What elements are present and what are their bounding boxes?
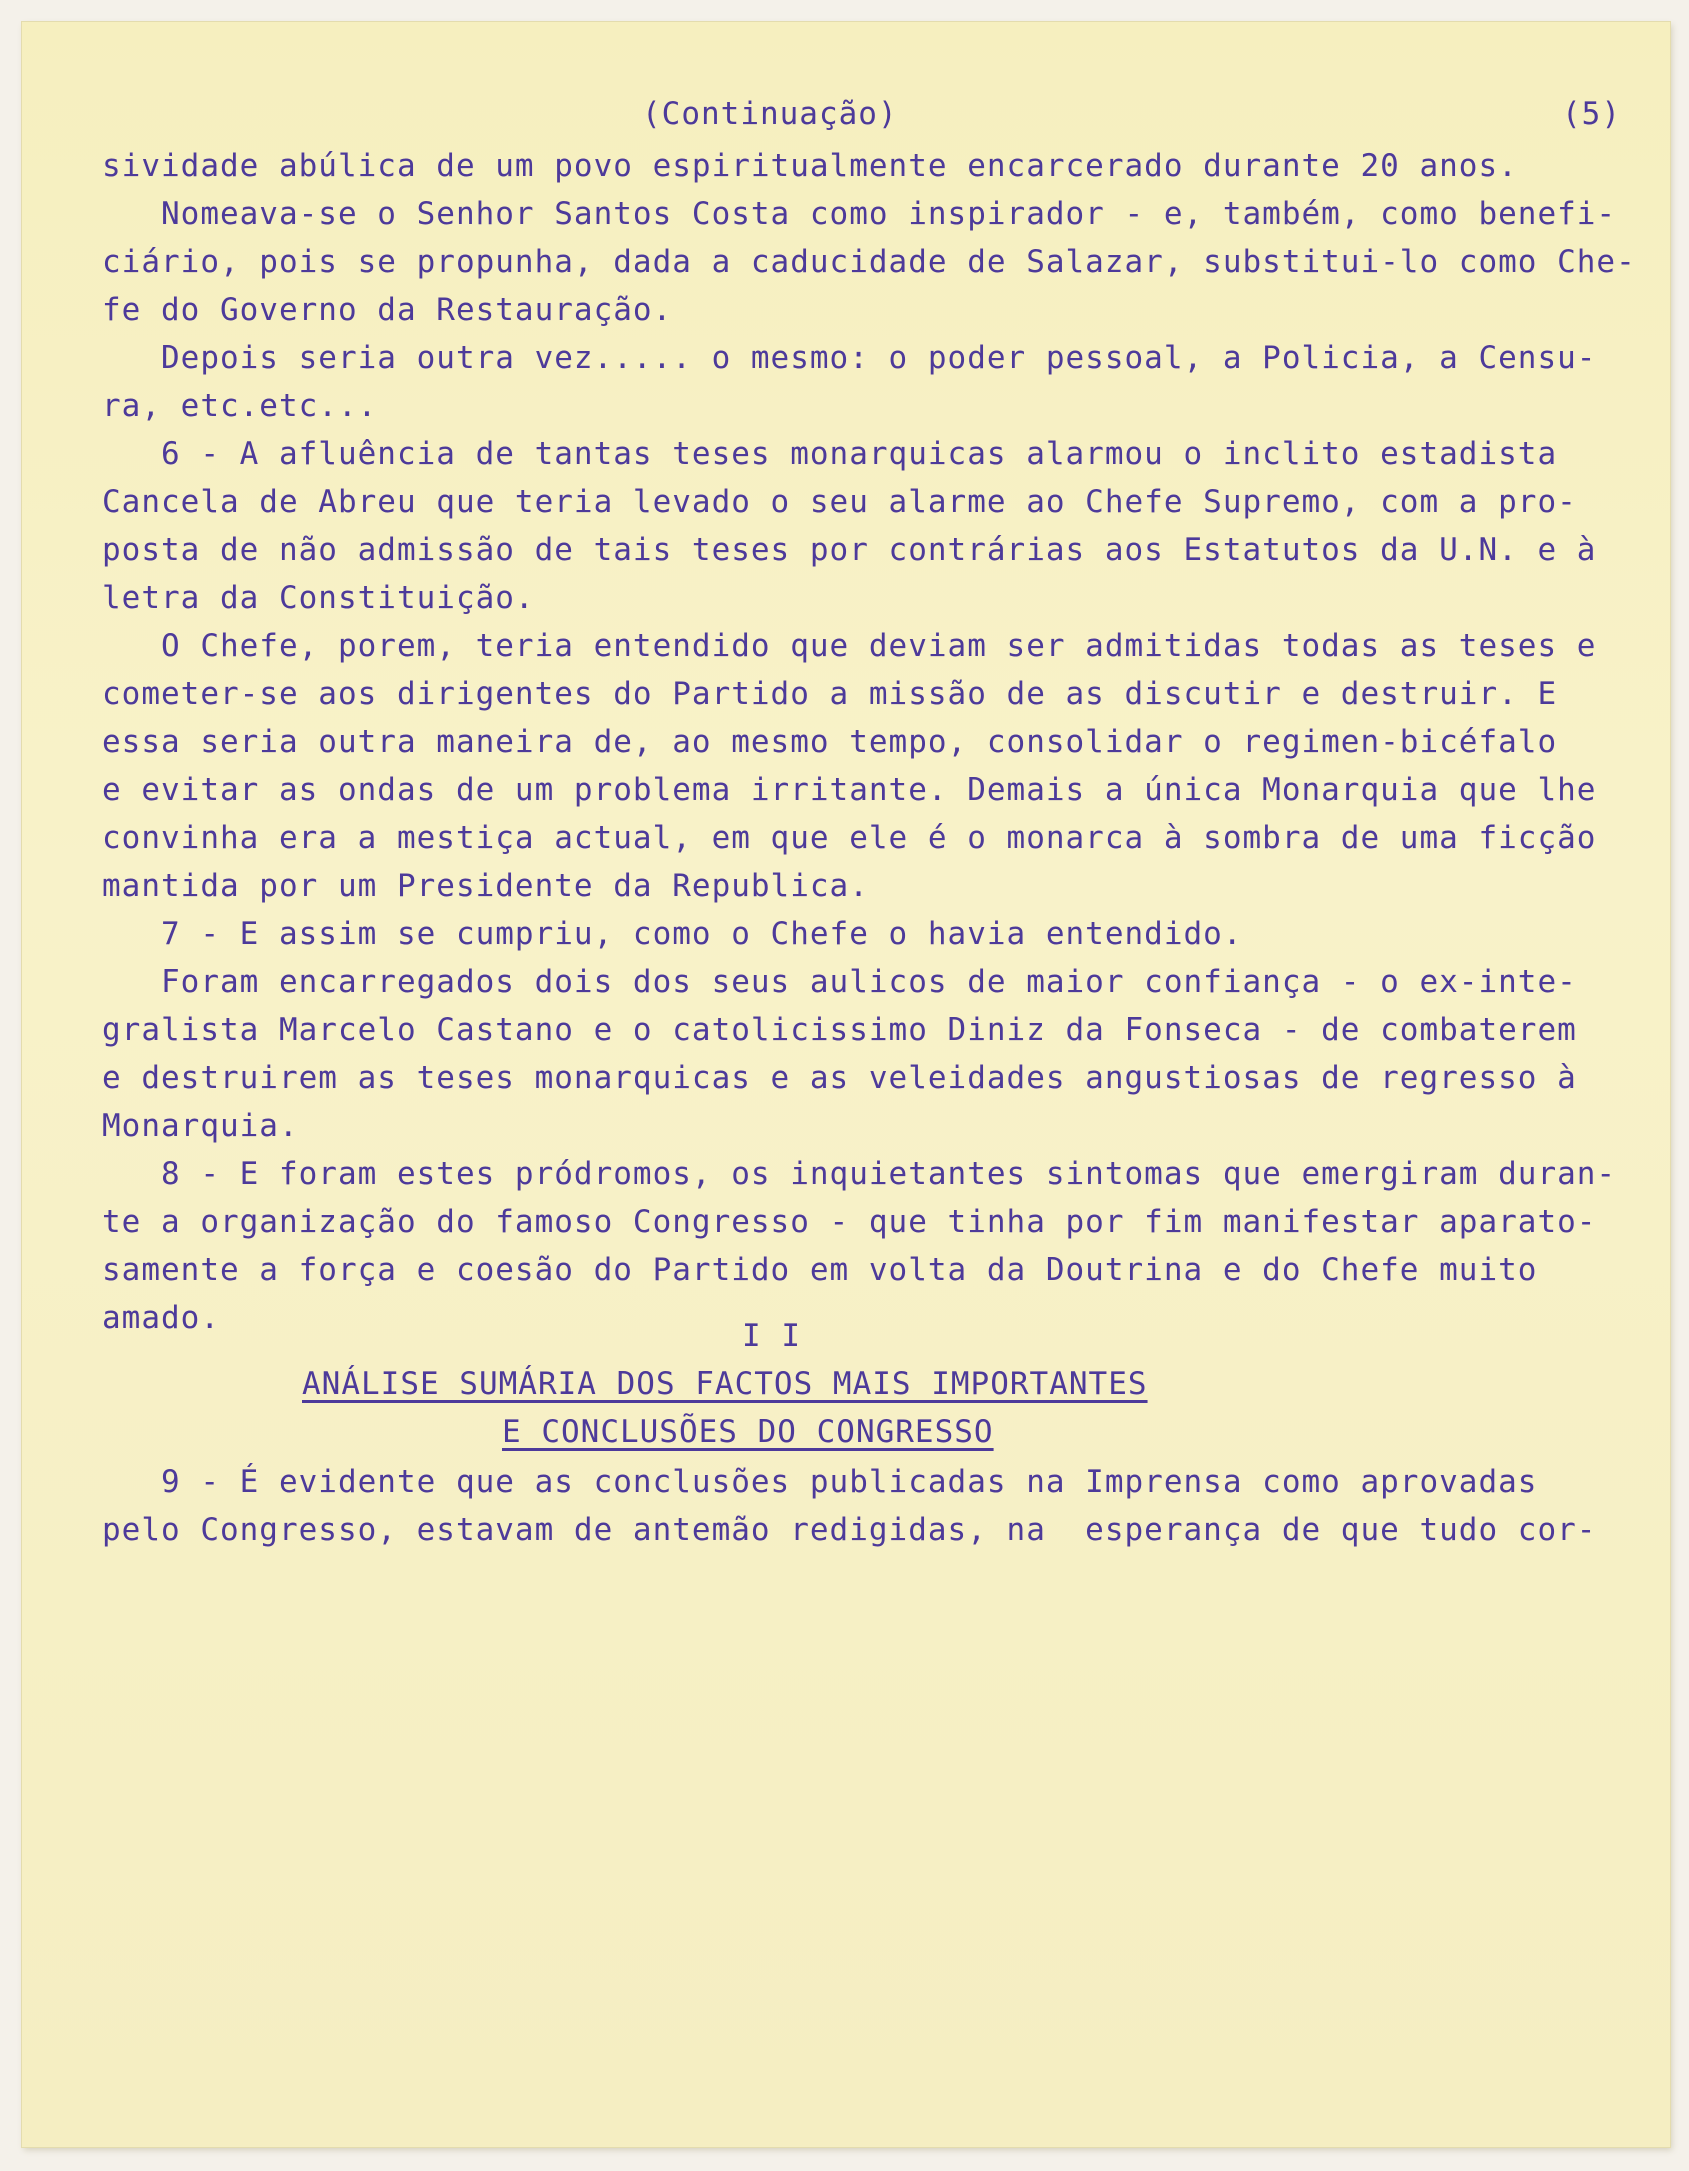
text-line: e destruirem as teses monarquicas e as veleidades angustiosas de regresso à: [102, 1060, 1577, 1096]
section-numeral: I I: [742, 1318, 801, 1354]
text-line: amado.: [102, 1300, 220, 1336]
text-line: mantida por um Presidente da Republica.: [102, 868, 869, 904]
text-line: essa seria outra maneira de, ao mesmo tempo, consolidar o regimen-bicéfalo: [102, 724, 1558, 760]
text-line: Depois seria outra vez..... o mesmo: o poder pessoal, a Policia, a Censu-: [102, 340, 1597, 376]
text-line: Nomeava-se o Senhor Santos Costa como inspirador - e, também, como benefi-: [102, 196, 1617, 232]
text-line: ra, etc.etc...: [102, 388, 378, 424]
text-line: sividade abúlica de um povo espiritualmente encarcerado durante 20 anos.: [102, 148, 1518, 184]
section-title-line-1: ANÁLISE SUMÁRIA DOS FACTOS MAIS IMPORTANTES: [302, 1366, 1148, 1402]
text-line: e evitar as ondas de um problema irritante. Demais a única Monarquia que lhe: [102, 772, 1597, 808]
text-line: convinha era a mestiça actual, em que ele é o monarca à sombra de uma ficção: [102, 820, 1597, 856]
text-line: te a organização do famoso Congresso - que tinha por fim manifestar aparato-: [102, 1204, 1597, 1240]
text-line: letra da Constituição.: [102, 580, 535, 616]
text-line: gralista Marcelo Castano e o catolicissimo Diniz da Fonseca - de combaterem: [102, 1012, 1577, 1048]
text-line: posta de não admissão de tais teses por contrárias aos Estatutos da U.N. e à: [102, 532, 1597, 568]
text-line: pelo Congresso, estavam de antemão redigidas, na esperança de que tudo cor-: [102, 1512, 1597, 1548]
text-line: Foram encarregados dois dos seus aulicos de maior confiança - o ex-inte-: [102, 964, 1577, 1000]
text-line: Cancela de Abreu que teria levado o seu alarme ao Chefe Supremo, com a pro-: [102, 484, 1577, 520]
text-line: 9 - É evidente que as conclusões publicadas na Imprensa como aprovadas: [102, 1464, 1538, 1500]
text-line: fe do Governo da Restauração.: [102, 292, 673, 328]
typed-page: [22, 22, 1670, 2147]
text-line: 7 - E assim se cumpriu, como o Chefe o havia entendido.: [102, 916, 1243, 952]
text-line: ciário, pois se propunha, dada a caducidade de Salazar, substitui-lo como Che-: [102, 244, 1636, 280]
text-line: Monarquia.: [102, 1108, 299, 1144]
text-line: samente a força e coesão do Partido em volta da Doutrina e do Chefe muito: [102, 1252, 1538, 1288]
section-title-line-2: E CONCLUSÕES DO CONGRESSO: [502, 1414, 994, 1450]
continuation-header: (Continuação): [642, 96, 898, 132]
text-line: cometer-se aos dirigentes do Partido a missão de as discutir e destruir. E: [102, 676, 1558, 712]
page-number: (5): [1562, 96, 1621, 132]
text-line: O Chefe, porem, teria entendido que deviam ser admitidas todas as teses e: [102, 628, 1597, 664]
text-line: 8 - E foram estes pródromos, os inquietantes sintomas que emergiram duran-: [102, 1156, 1617, 1192]
text-line: 6 - A afluência de tantas teses monarquicas alarmou o inclito estadista: [102, 436, 1558, 472]
